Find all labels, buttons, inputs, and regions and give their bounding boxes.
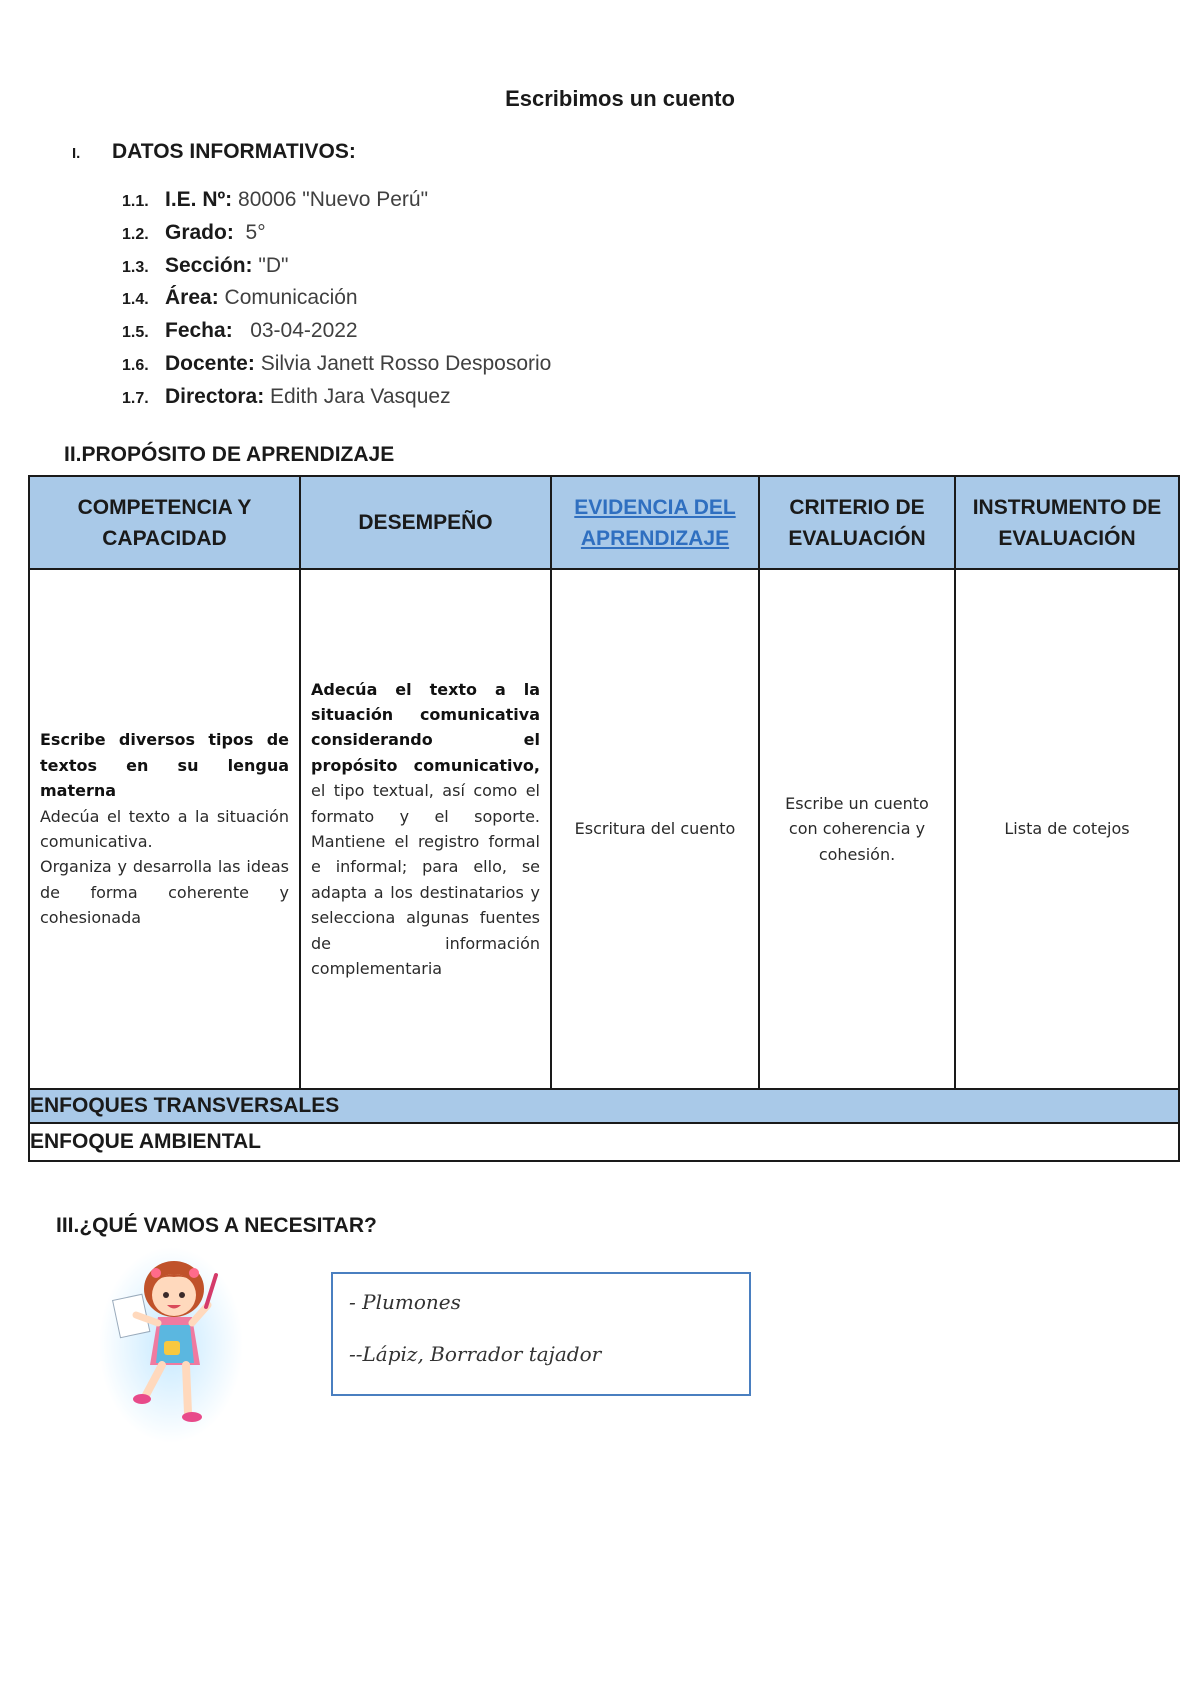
enfoques-header-row (29, 1089, 1179, 1123)
info-number: 1.2. (122, 225, 149, 243)
cell-evidencia: Escritura del cuento (551, 569, 759, 1089)
info-value: Edith Jara Vasquez (264, 384, 451, 408)
info-number: 1.7. (122, 389, 149, 407)
learning-purpose-table (28, 475, 1180, 1162)
enfoques-heading: ENFOQUES TRANSVERSALES (29, 1089, 1179, 1123)
section-datos-informativos (72, 140, 356, 164)
header-desempeno: DESEMPEÑO (300, 476, 551, 569)
header-evidencia (551, 476, 759, 569)
document-title: Escribimos un cuento (505, 86, 735, 111)
info-label: I.E. Nº: (165, 188, 233, 211)
info-label: Área: (165, 286, 219, 310)
table-header-row (29, 476, 1179, 569)
evidencia-link[interactable]: EVIDENCIA DEL APRENDIZAJE (574, 495, 736, 550)
header-competencia: COMPETENCIA Y CAPACIDAD (29, 476, 300, 569)
info-value: "D" (252, 253, 289, 277)
capacidad-2: Organiza y desarrolla las ideas de forma coherente y cohesionada (40, 857, 289, 928)
info-value: 5° (233, 220, 266, 244)
info-item-grado (122, 217, 551, 250)
info-number: 1.6. (122, 356, 149, 374)
info-number: 1.5. (122, 324, 149, 342)
cell-desempeno (300, 569, 551, 1089)
info-label: Directora: (165, 384, 265, 408)
info-label: Sección: (165, 253, 253, 277)
header-criterio: CRITERIO DE EVALUACIÓN (759, 476, 955, 569)
info-value: 80006 "Nuevo Perú" (232, 188, 429, 211)
info-value: 03-04-2022 (232, 319, 358, 343)
info-list (122, 184, 551, 414)
info-number: 1.3. (122, 258, 149, 276)
enfoque-row (29, 1123, 1179, 1161)
section-proposito-heading: II.PROPÓSITO DE APRENDIZAJE (64, 443, 395, 466)
cell-instrumento: Lista de cotejos (955, 569, 1179, 1089)
capacidad-1: Adecúa el texto a la situación comunicativa. (40, 806, 289, 851)
cell-competencia (29, 569, 300, 1089)
info-label: Fecha: (165, 319, 233, 343)
section-number: I. (72, 145, 81, 162)
info-label: Docente: (165, 351, 255, 375)
info-item-seccion (122, 250, 551, 283)
info-item-ie (122, 184, 551, 217)
info-label: Grado: (165, 220, 234, 244)
materials-box (331, 1272, 751, 1396)
info-value: Comunicación (218, 286, 358, 310)
info-value: Silvia Janett Rosso Desposorio (254, 351, 552, 375)
cell-criterio (759, 569, 955, 1089)
girl-illustration-icon (96, 1245, 246, 1445)
info-item-directora (122, 381, 551, 414)
criterio-text: Escribe un cuento con coherencia y cohesión. (785, 793, 929, 864)
enfoque-value: ENFOQUE AMBIENTAL (29, 1123, 1179, 1161)
section-necesitar-heading: III.¿QUÉ VAMOS A NECESITAR? (56, 1214, 377, 1237)
competencia-title: Escribe diversos tipos de textos en su lengua materna (40, 730, 289, 801)
section-heading: DATOS INFORMATIVOS: (112, 140, 356, 163)
material-item: - Plumones (349, 1290, 461, 1314)
desempeno-bold: Adecúa el texto a la situación comunicativa considerando el propósito comunicativo, (311, 679, 540, 775)
info-item-fecha (122, 315, 551, 348)
info-number: 1.1. (122, 193, 149, 210)
info-item-area (122, 282, 551, 315)
info-number: 1.4. (122, 291, 149, 309)
material-item: --Lápiz, Borrador tajador (349, 1342, 602, 1366)
table-row (29, 569, 1179, 1089)
header-instrumento: INSTRUMENTO DE EVALUACIÓN (955, 476, 1179, 569)
desempeno-text: el tipo textual, así como el formato y el soporte. Mantiene el registro formal e informal; para ello, se adapta a los destinatarios y selecciona algunas fuentes de información complementaria (311, 781, 540, 979)
info-item-docente (122, 348, 551, 381)
